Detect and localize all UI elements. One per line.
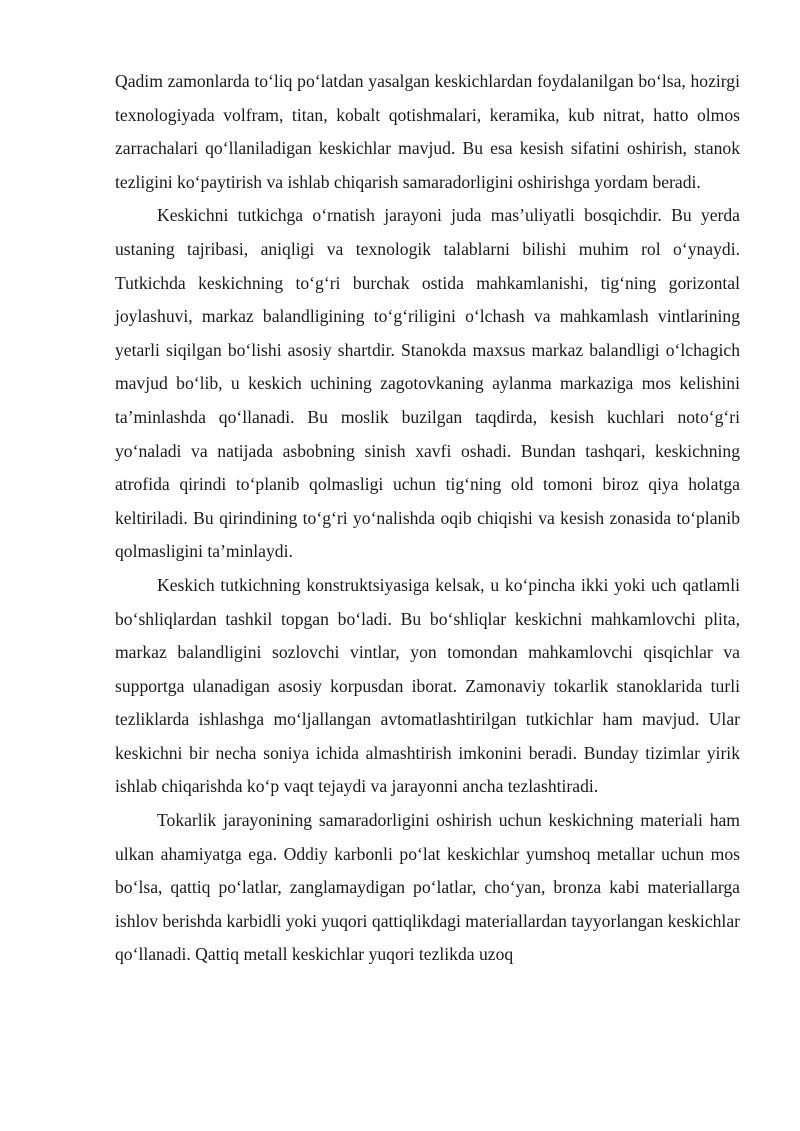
paragraph-4: Tokarlik jarayonining samaradorligini oshirish uchun keskichning materiali ham ulkan ahamiyatga ega. Oddiy karbonli po‘lat keskichlar yumshoq metallar uchun mos bo‘lsa, qattiq po‘latlar, zanglamaydigan po‘latlar, cho‘yan, bronza kabi materiallarga ishlov berishda karbidli yoki yuqori qattiqlikdagi materiallardan tayyorlangan keskichlar qo‘llanadi. Qattiq metall keskichlar yuqori tezlikda uzoq <box>115 810 740 965</box>
paragraph-3: Keskich tutkichning konstruktsiyasiga kelsak, u ko‘pincha ikki yoki uch qatlamli bo‘shliqlardan tashkil topgan bo‘ladi. Bu bo‘shliqlar keskichni mahkamlovchi plita, markaz balandligini sozlovchi vintlar, yon tomondan mahkamlovchi qisqichlar va supportga ulanadigan asosiy korpusdan iborat. Zamonaviy tokarlik stanoklarida turli tezliklarda ishlashga mo‘ljallangan avtomatlashtirilgan tutkichlar ham mavjud. Ular keskichni bir necha soniya ichida almashtirish imkonini beradi. Bunday tizimlar yirik ishlab chiqarishda ko‘p vaqt tejaydi va jarayonni ancha tezlashtiradi. <box>115 574 740 797</box>
paragraph-2: Keskichni tutkichga o‘rnatish jarayoni juda mas’uliyatli bosqichdir. Bu yerda ustaning tajribasi, aniqligi va texnologik talablarni bilishi muhim rol o‘ynaydi. Tutkichda keskichning to‘g‘ri burchak ostida mahkamlanishi, tig‘ning gorizontal joylashuvi, markaz balandligining to‘g‘riligini o‘lchash va mahkamlash vintlarining yetarli siqilgan bo‘lishi asosiy shartdir. Stanokda maxsus markaz balandligi o‘lchagich mavjud bo‘lib, u keskich uchining zagotovkaning aylanma markaziga mos kelishini ta’minlashda qo‘llanadi. Bu moslik buzilgan taqdirda, kesish kuchlari noto‘g‘ri yo‘naladi va natijada asbobning sinish xavfi oshadi. Bundan tashqari, keskichning atrofida qirindi to‘planib qolmasligi uchun tig‘ning old tomoni biroz qiya holatga keltiriladi. Bu qirindining to‘g‘ri yo‘nalishda oqib chiqishi va kesish zonasida to‘planib qolmasligini ta’minlaydi. <box>115 205 740 562</box>
document-page <box>115 65 740 972</box>
paragraph-1: Qadim zamonlarda to‘liq po‘latdan yasalgan keskichlardan foydalanilgan bo‘lsa, hozirgi texnologiyada volfram, titan, kobalt qotishmalari, keramika, kub nitrat, hatto olmos zarrachalari qo‘llaniladigan keskichlar mavjud. Bu esa kesish sifatini oshirish, stanok tezligini ko‘paytirish va ishlab chiqarish samaradorligini oshirishga yordam beradi. <box>115 71 740 192</box>
